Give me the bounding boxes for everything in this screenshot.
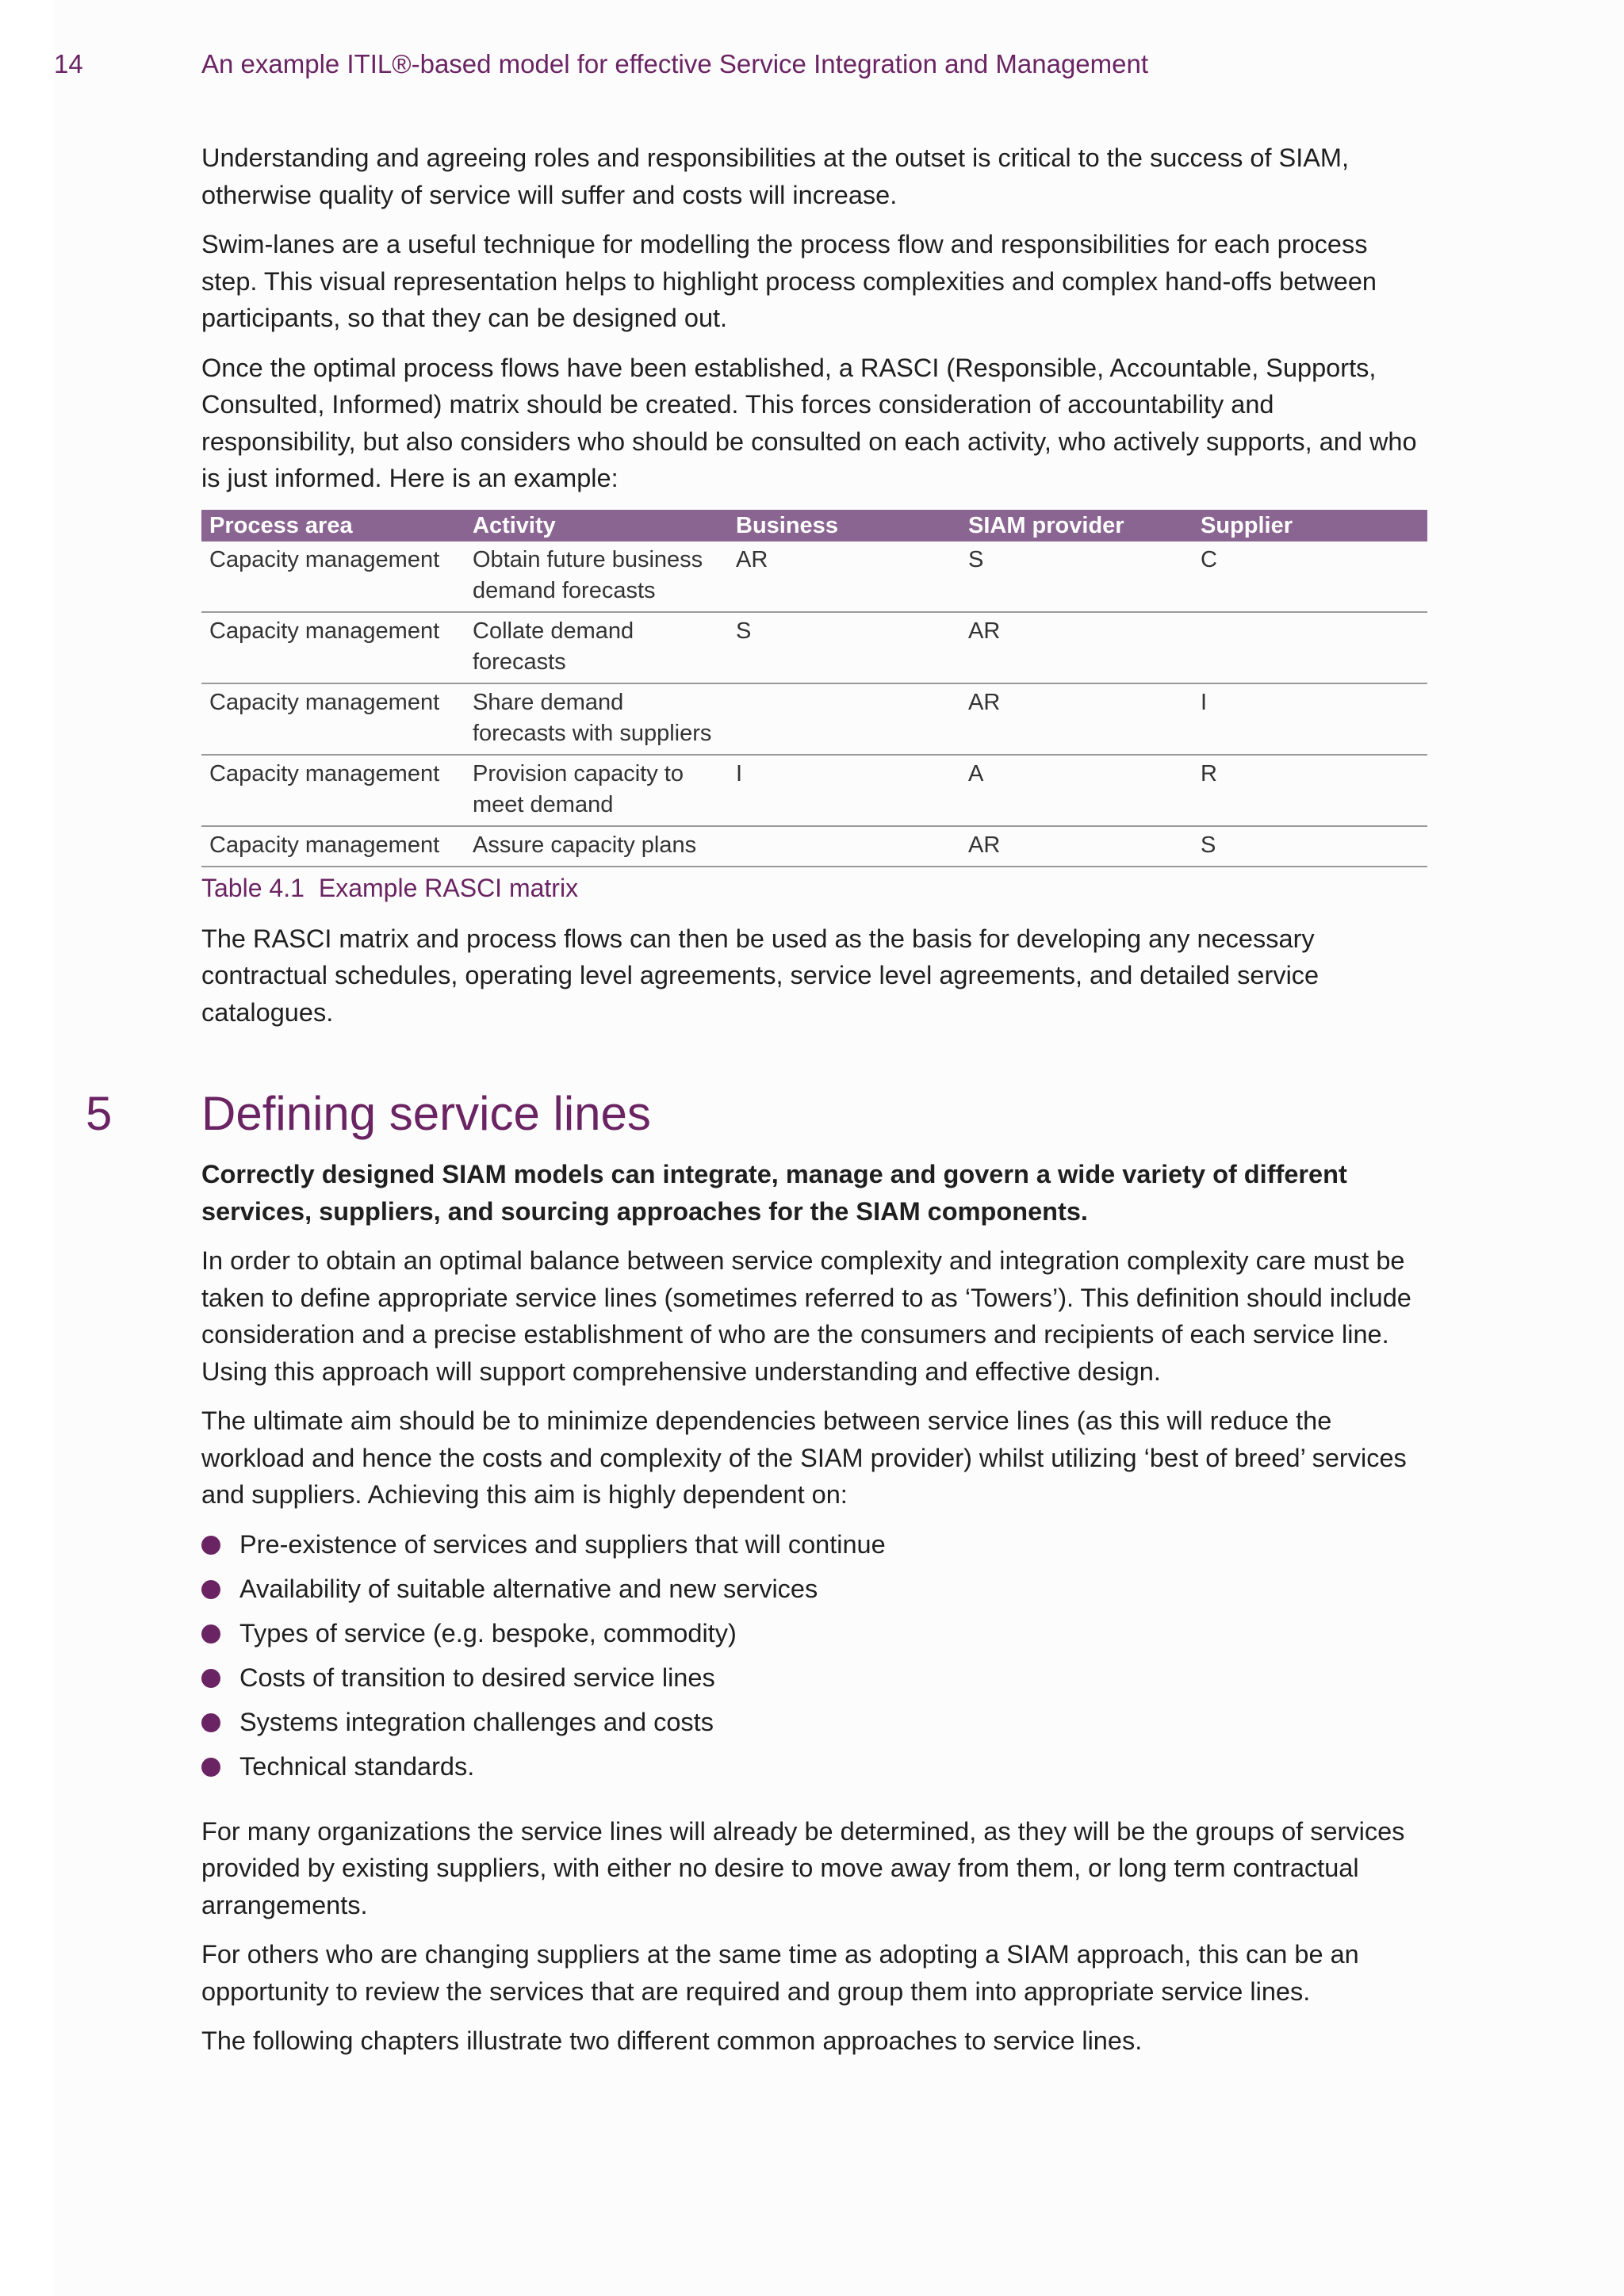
table-cell: Collate demand forecasts — [465, 612, 728, 683]
table-cell: R — [1193, 755, 1427, 826]
table-cell: Assure capacity plans — [465, 826, 728, 867]
section-paragraph: The following chapters illustrate two different common approaches to service lines. — [201, 2026, 1143, 2055]
list-item — [201, 1526, 1427, 1571]
table-caption — [201, 874, 1427, 903]
table-cell: S — [960, 541, 1193, 612]
page-content — [86, 140, 1427, 2072]
list-item-text: Costs of transition to desired service lines — [239, 1663, 715, 1692]
list-item-text: Systems integration challenges and costs — [239, 1707, 714, 1736]
table-cell: I — [728, 755, 960, 826]
table-cell: Obtain future business demand forecasts — [465, 541, 728, 612]
running-header — [0, 49, 1624, 84]
column-header-supplier: Supplier — [1193, 510, 1427, 541]
table-cell: Capacity management — [201, 612, 465, 683]
section-title: Defining service lines — [201, 1087, 651, 1140]
section-paragraph: For many organizations the service lines will already be determined, as they will be the groups of services provided by existing suppliers, with either no desire to move away from them, or long term contractual arrangements. — [201, 1816, 1405, 1919]
bullet-icon — [201, 1624, 220, 1644]
bullet-icon — [201, 1536, 220, 1555]
column-header-activity: Activity — [465, 510, 728, 541]
dependency-list — [201, 1526, 1427, 1793]
running-title: An example ITIL®-based model for effective Service Integration and Management — [201, 49, 1149, 78]
table-cell — [1193, 612, 1427, 683]
table-cell: C — [1193, 541, 1427, 612]
table-cell: AR — [728, 541, 960, 612]
page-number: 14 — [54, 49, 83, 78]
intro-paragraph-2: Swim-lanes are a useful technique for modelling the process flow and responsibilities for each process step. This visual representation helps to highlight process complexities and complex hand-offs between participants, so that they can be designed out. — [201, 230, 1377, 332]
table-row — [201, 541, 1427, 612]
table-cell: Share demand forecasts with suppliers — [465, 683, 728, 755]
list-item-text: Types of service (e.g. bespoke, commodity) — [239, 1618, 737, 1647]
intro-paragraph-1: Understanding and agreeing roles and responsibilities at the outset is critical to the success of SIAM, otherwise quality of service will suffer and costs will increase. — [201, 144, 1350, 209]
table-cell: AR — [960, 683, 1193, 755]
section-paragraph: For others who are changing suppliers at the same time as adopting a SIAM approach, this can be an opportunity to review the services that are required and group them into appropriate service lines. — [201, 1940, 1359, 2006]
table-cell: A — [960, 755, 1193, 826]
table-cell: Provision capacity to meet demand — [465, 755, 728, 826]
table-row — [201, 612, 1427, 683]
table-caption-number: Table 4.1 — [201, 873, 304, 902]
column-header-siam-provider: SIAM provider — [960, 510, 1193, 541]
list-item — [201, 1704, 1427, 1748]
table-cell: AR — [960, 612, 1193, 683]
bullet-icon — [201, 1713, 220, 1732]
intro-paragraph-3: Once the optimal process flows have been established, a RASCI (Responsible, Accountable, Supports, Consulted, Informed) matrix should be created. This forces consideration of accountability and responsibility, but also considers who should be consulted on each activity, who actively supports, and who is just informed. Here is an example: — [201, 353, 1417, 492]
list-item-text: Technical standards. — [239, 1751, 475, 1781]
column-header-business: Business — [728, 510, 960, 541]
rasci-table — [201, 510, 1427, 867]
list-item — [201, 1659, 1427, 1704]
table-row — [201, 755, 1427, 826]
table-cell: Capacity management — [201, 755, 465, 826]
list-item-text: Availability of suitable alternative and new services — [239, 1574, 818, 1603]
bullet-icon — [201, 1669, 220, 1688]
column-header-process-area: Process area — [201, 510, 465, 541]
section-paragraph: The ultimate aim should be to minimize dependencies between service lines (as this will reduce the workload and hence the costs and complexity of the SIAM provider) whilst utilizing ‘best of breed’ services and suppliers. Achieving this aim is highly dependent on: — [201, 1406, 1407, 1509]
table-cell: S — [728, 612, 960, 683]
list-item-text: Pre-existence of services and suppliers that will continue — [239, 1529, 886, 1559]
section-paragraph: In order to obtain an optimal balance between service complexity and integration complexity care must be taken to define appropriate service lines (sometimes referred to as ‘Towers’). This definition should include consideration and a precise establishment of who are the consumers and recipients of each service line. Using this approach will support comprehensive understanding and effective design. — [201, 1246, 1411, 1386]
table-caption-text: Example RASCI matrix — [318, 873, 579, 902]
table-cell: AR — [960, 826, 1193, 867]
table-cell — [728, 683, 960, 755]
list-item — [201, 1615, 1427, 1659]
list-item — [201, 1571, 1427, 1615]
section-lead-paragraph: Correctly designed SIAM models can integrate, manage and govern a wide variety of different services, suppliers, and sourcing approaches for the SIAM components. — [201, 1160, 1347, 1226]
table-cell: Capacity management — [201, 826, 465, 867]
bullet-icon — [201, 1758, 220, 1777]
after-table-paragraph: The RASCI matrix and process flows can then be used as the basis for developing any necessary contractual schedules, operating level agreements, service level agreements, and detailed service catalogues. — [201, 924, 1320, 1027]
table-cell: I — [1193, 683, 1427, 755]
table-header-row — [201, 510, 1427, 541]
table-cell: Capacity management — [201, 541, 465, 612]
table-row — [201, 826, 1427, 867]
section-heading — [86, 1086, 1427, 1142]
table-cell: Capacity management — [201, 683, 465, 755]
list-item — [201, 1748, 1427, 1793]
bullet-icon — [201, 1580, 220, 1599]
table-cell: S — [1193, 826, 1427, 867]
section-number: 5 — [86, 1087, 113, 1140]
table-cell — [728, 826, 960, 867]
table-row — [201, 683, 1427, 755]
